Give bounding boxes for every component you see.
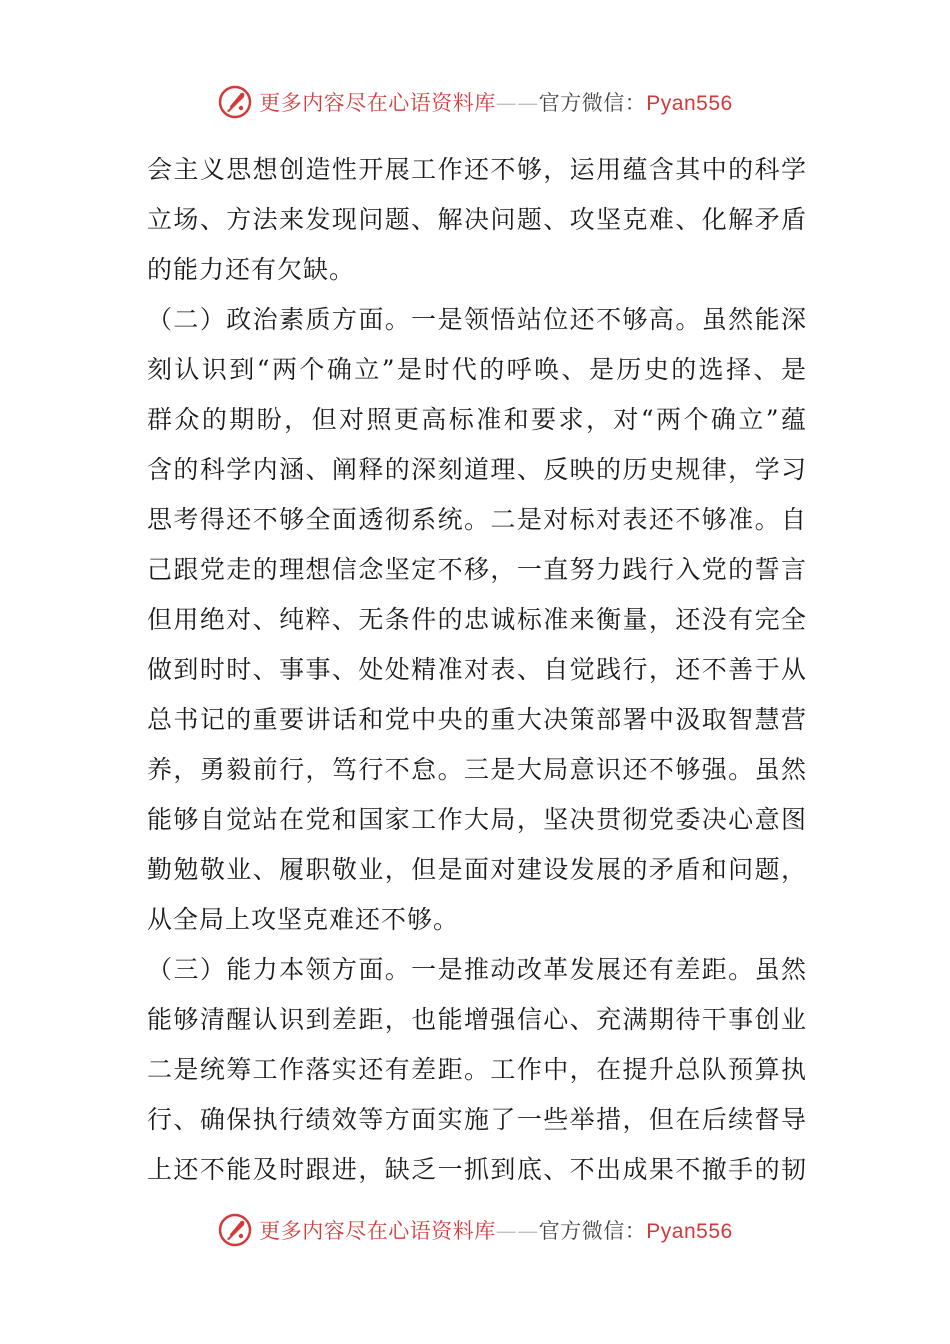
- text-line: 立场、方法来发现问题、解决问题、攻坚克难、化解矛盾: [147, 205, 807, 234]
- text-line: 做到时时、事事、处处精准对表、自觉践行，还不善于从: [147, 655, 807, 684]
- footer-watermark-banner: [0, 1208, 950, 1252]
- watermark-separator: ——: [495, 1219, 539, 1243]
- text-line: 思考得还不够全面透彻系统。二是对标对表还不够准。自: [147, 505, 807, 534]
- text-line: 二是统筹工作落实还有差距。工作中，在提升总队预算执: [147, 1055, 807, 1084]
- text-line: 勤勉敬业、履职敬业，但是面对建设发展的矛盾和问题，: [147, 855, 807, 884]
- text-line: 养，勇毅前行，笃行不怠。三是大局意识还不够强。虽然: [147, 755, 807, 784]
- text-line: 行、确保执行绩效等方面实施了一些举措，但在后续督导: [147, 1105, 807, 1134]
- quill-logo-icon: [217, 84, 253, 120]
- text-line: （三）能力本领方面。一是推动改革发展还有差距。虽然: [147, 955, 807, 984]
- text-line: 会主义思想创造性开展工作还不够，运用蕴含其中的科学: [147, 155, 807, 184]
- watermark-wechat-id: Pyan556: [646, 92, 733, 115]
- watermark-prefix: 更多内容尽在心语资料库: [259, 91, 496, 115]
- header-watermark-banner: [0, 80, 950, 124]
- text-line: 上还不能及时跟进，缺乏一抓到底、不出成果不撤手的韧: [147, 1155, 807, 1184]
- text-line: 群众的期盼，但对照更高标准和要求，对“两个确立”蕴: [147, 405, 807, 434]
- text-line: 但用绝对、纯粹、无条件的忠诚标准来衡量，还没有完全: [147, 605, 807, 634]
- text-line: 的能力还有欠缺。: [147, 255, 356, 284]
- text-line: 能够自觉站在党和国家工作大局，坚决贯彻党委决心意图: [147, 805, 807, 834]
- text-line: 总书记的重要讲话和党中央的重大决策部署中汲取智慧营: [147, 705, 807, 734]
- watermark-text: [259, 87, 732, 117]
- document-body: [147, 145, 807, 1195]
- watermark-prefix: 更多内容尽在心语资料库: [259, 1219, 496, 1243]
- text-line: 从全局上攻坚克难还不够。: [147, 905, 460, 934]
- watermark-separator: ——: [495, 91, 539, 115]
- text-line: 含的科学内涵、阐释的深刻道理、反映的历史规律，学习: [147, 455, 807, 484]
- watermark-wechat-label: 官方微信：: [538, 91, 647, 115]
- quill-logo-icon: [217, 1212, 253, 1248]
- text-line: （二）政治素质方面。一是领悟站位还不够高。虽然能深: [147, 305, 807, 334]
- watermark-wechat-label: 官方微信：: [538, 1219, 647, 1243]
- watermark-wechat-id: Pyan556: [646, 1220, 733, 1243]
- text-line: 刻认识到“两个确立”是时代的呼唤、是历史的选择、是: [147, 355, 807, 384]
- watermark-text: [259, 1215, 732, 1245]
- text-line: 能够清醒认识到差距，也能增强信心、充满期待干事创业: [147, 1005, 807, 1034]
- text-line: 己跟党走的理想信念坚定不移，一直努力践行入党的誓言: [147, 555, 807, 584]
